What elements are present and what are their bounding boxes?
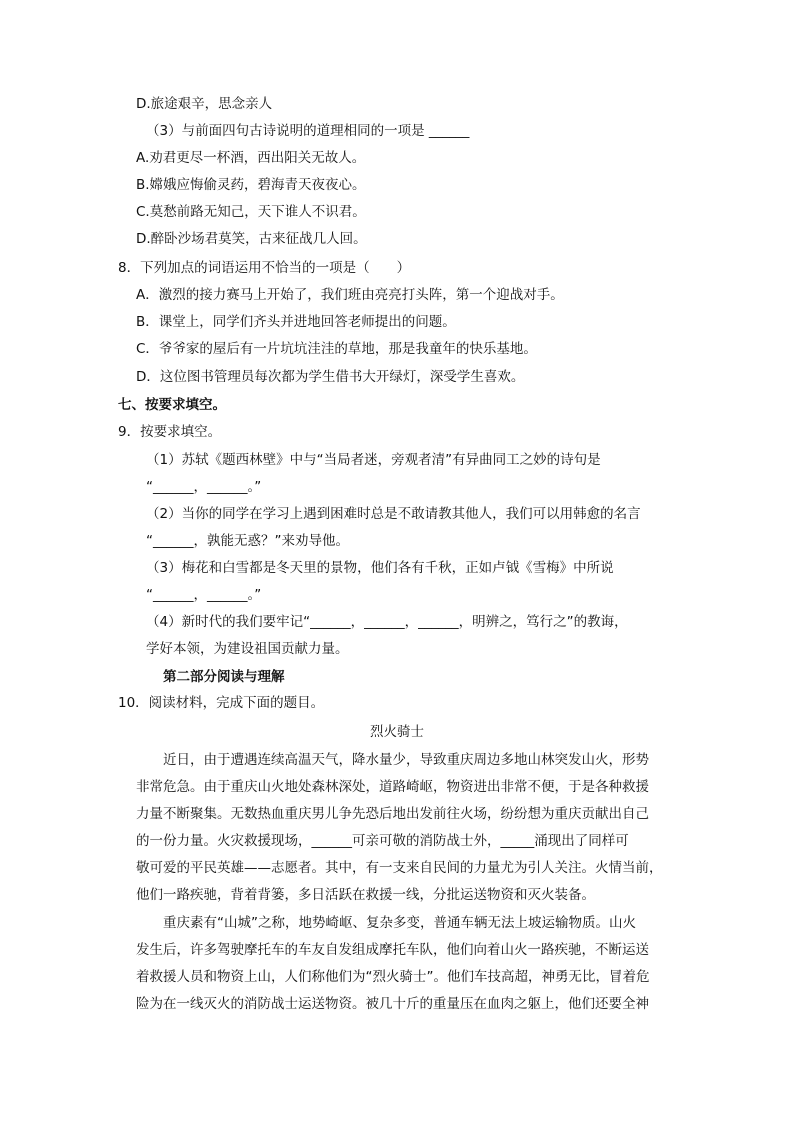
q9-sub3-line1: （3）梅花和白雪都是冬天里的景物，他们各有千秋，正如卢钺《雪梅》中所说 xyxy=(146,560,614,576)
q9-stem: 9．按要求填空。 xyxy=(118,424,222,440)
q9-sub1-line1: （1）苏轼《题西林壁》中与“当局者迷，旁观者清”有异曲同工之妙的诗句是 xyxy=(146,452,601,468)
part2-heading: 第二部分阅读与理解 xyxy=(163,669,285,685)
q10-stem: 10．阅读材料，完成下面的题目。 xyxy=(118,695,325,711)
article-line: 近日，由于遭遇连续高温天气，降水量少，导致重庆周边多地山林突发山火，形势 xyxy=(163,752,649,768)
section-7-heading: 七、按要求填空。 xyxy=(118,397,226,413)
article-line: 险为在一线灭火的消防战士运送物资。被几十斤的重量压在血肉之躯上，他们还要全神 xyxy=(136,996,649,1012)
article-line: 非常危急。由于重庆山火地处森林深处，道路崎岖，物资进出非常不便，于是各种救援 xyxy=(136,779,649,795)
q9-sub3-line2: “______，______。” xyxy=(146,587,262,603)
q7-option-d-part2: D.旅途艰辛，思念亲人 xyxy=(136,96,273,112)
article-line: 发生后，许多驾驶摩托车的车友自发组成摩托车队，他们向着山火一路疾驰，不断运送 xyxy=(136,942,649,958)
article-line: 力量不断聚集。无数热血重庆男儿争先恐后地出发前往火场，纷纷想为重庆贡献出自己 xyxy=(136,806,649,822)
q8-stem: 8．下列加点的词语运用不恰当的一项是（ ） xyxy=(118,260,411,276)
q7-sub3-stem: （3）与前面四句古诗说明的道理相同的一项是 ______ xyxy=(146,123,470,139)
q8-option-c: C．爷爷家的屋后有一片坑坑洼洼的草地，那是我童年的快乐基地。 xyxy=(136,341,537,357)
q9-sub2-line2: “______，孰能无惑？”来劝导他。 xyxy=(146,533,349,549)
q7-sub3-option-d: D.醉卧沙场君莫笑，古来征战几人回。 xyxy=(136,231,367,247)
q9-sub4-line2: 学好本领，为建设祖国贡献力量。 xyxy=(146,641,349,657)
q8-option-b: B．课堂上，同学们齐头并进地回答老师提出的问题。 xyxy=(136,314,456,330)
article-line: 敬可爱的平民英雄——志愿者。其中，有一支来自民间的力量尤为引人关注。火情当前， xyxy=(136,860,663,876)
q9-sub4-line1: （4）新时代的我们要牢记“______，______，______，明辨之，笃行之”的教诲， xyxy=(146,614,628,630)
q8-option-a: A．激烈的接力赛马上开始了，我们班由亮亮打头阵，第一个迎战对手。 xyxy=(136,287,564,303)
article-line: 着救援人员和物资上山，人们称他们为“烈火骑士”。他们车技高超，神勇无比，冒着危 xyxy=(136,969,650,985)
q7-sub3-option-a: A.劝君更尽一杯酒，西出阳关无故人。 xyxy=(136,150,366,166)
article-line: 重庆素有“山城”之称，地势崎岖、复杂多变，普通车辆无法上坡运输物质。山火 xyxy=(163,915,636,931)
article-line: 他们一路疾驰，背着背篓，多日活跃在救援一线，分批运送物资和灭火装备。 xyxy=(136,887,595,903)
article-line: 的一份力量。火灾救援现场，______可亲可敬的消防战士外，_____涌现出了同样可 xyxy=(136,833,629,849)
q7-sub3-option-c: C.莫愁前路无知己，天下谁人不识君。 xyxy=(136,204,366,220)
q7-sub3-option-b: B.嫦娥应悔偷灵药，碧海青天夜夜心。 xyxy=(136,177,366,193)
q9-sub2-line1: （2）当你的同学在学习上遇到困难时总是不敢请教其他人，我们可以用韩愈的名言 xyxy=(146,506,641,522)
q9-sub1-line2: “______，______。” xyxy=(146,479,262,495)
q8-option-d: D．这位图书管理员每次都为学生借书大开绿灯，深受学生喜欢。 xyxy=(136,369,525,385)
article-title: 烈火骑士 xyxy=(370,724,424,740)
